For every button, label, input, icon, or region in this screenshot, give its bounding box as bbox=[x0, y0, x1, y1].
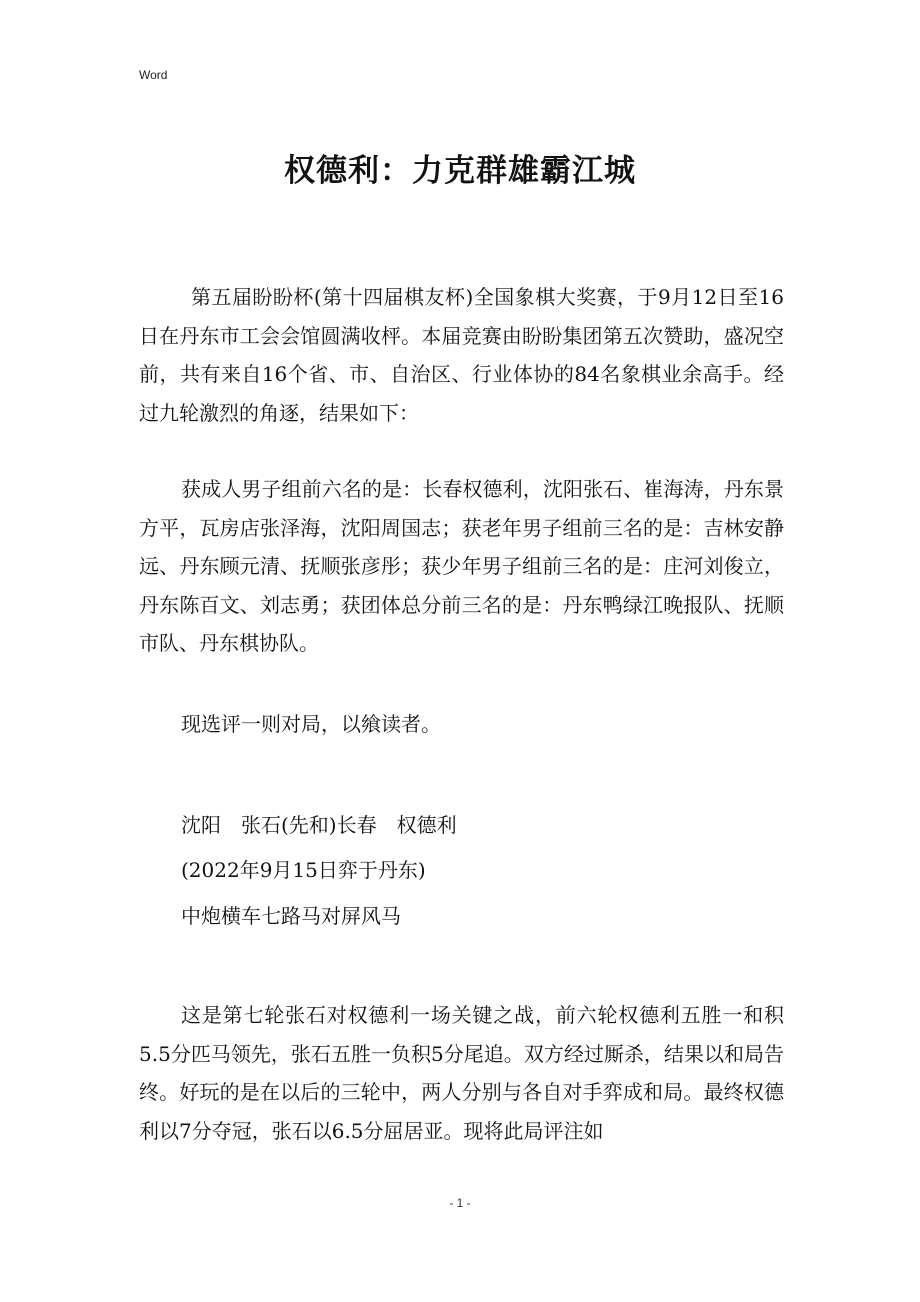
header-label: Word bbox=[139, 68, 168, 82]
paragraph-intro: 第五届盼盼杯(第十四届棋友杯)全国象棋大奖赛，于9月12日至16日在丹东市工会会馆圆满收枰。本届竞赛由盼盼集团第五次赞助，盛况空前，共有来自16个省、市、自治区、行业体协的84名象棋业余高手。经过九轮激烈的角逐，结果如下： bbox=[139, 285, 784, 425]
paragraph-results: 获成人男子组前六名的是：长春权德利，沈阳张石、崔海涛，丹东景方平，瓦房店张泽海，沈阳周国志；获老年男子组前三名的是：吉林安静远、丹东顾元清、抚顺张彦彤；获少年男子组前三名的是：庄河刘俊立，丹东陈百文、刘志勇；获团体总分前三名的是：丹东鸭绿江晚报队、抚顺市队、丹东棋协队。 bbox=[139, 477, 784, 655]
game-opening: 中炮横车七路马对屏风马 bbox=[181, 904, 401, 928]
document-title: 权德利：力克群雄霸江城 bbox=[284, 153, 636, 189]
game-players: 沈阳 张石(先和)长春 权德利 bbox=[181, 813, 457, 837]
page-number: - 1 - bbox=[449, 1196, 471, 1210]
game-date: (2022年9月15日弈于丹东) bbox=[181, 858, 426, 882]
paragraph-selection: 现选评一则对局，以飨读者。 bbox=[181, 712, 441, 736]
paragraph-commentary: 这是第七轮张石对权德利一场关键之战，前六轮权德利五胜一和积5.5分匹马领先，张石五胜一负积5分尾追。双方经过厮杀，结果以和局告终。好玩的是在以后的三轮中，两人分别与各自对手弈成和局。最终权德利以7分夺冠，张石以6.5分屈居亚。现将此局评注如 bbox=[139, 1003, 784, 1143]
